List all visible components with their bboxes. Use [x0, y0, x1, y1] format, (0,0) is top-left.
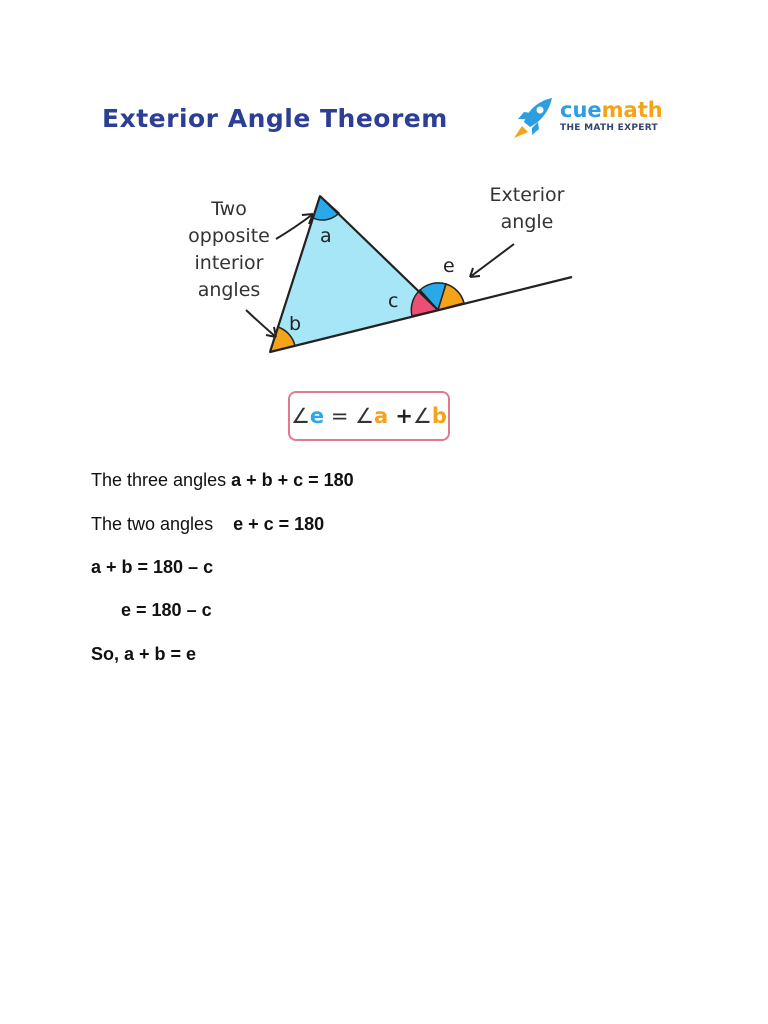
- line-2-text: The two angles: [91, 514, 234, 534]
- line-5-equation: So, a + b = e: [91, 644, 197, 664]
- text-line-4: [91, 599, 212, 621]
- formula-a: a: [373, 404, 389, 428]
- formula-b: b: [431, 404, 447, 428]
- interior-label-line-2: opposite: [188, 225, 270, 247]
- line-3-equation: a + b = 180 – c: [91, 557, 214, 577]
- logo-tagline: THE MATH EXPERT: [560, 123, 658, 133]
- exterior-label-line-1: Exterior: [489, 184, 565, 206]
- formula-plus: +: [388, 404, 414, 428]
- text-line-1: [91, 469, 354, 491]
- text-line-3: [91, 556, 213, 578]
- angle-symbol: ∠: [291, 404, 310, 428]
- interior-label-line-3: interior: [194, 252, 264, 274]
- text-line-5: [91, 643, 196, 665]
- angle-b-label: b: [289, 313, 302, 335]
- page-title: Exterior Angle Theorem: [102, 104, 448, 133]
- interior-label-line-1: Two: [211, 198, 247, 220]
- arrow-to-exterior-angle: [470, 244, 514, 277]
- logo-brand-math: math: [601, 98, 663, 122]
- angle-a-label: a: [320, 225, 332, 247]
- angle-e-label: e: [443, 255, 455, 277]
- angle-c-label: c: [388, 290, 399, 312]
- line-1-equation: a + b + c = 180: [231, 470, 354, 490]
- exterior-label-line-2: angle: [500, 211, 554, 233]
- formula-box: [288, 391, 450, 441]
- interior-label-line-4: angles: [197, 279, 261, 301]
- line-4-text: [91, 600, 121, 620]
- line-4-equation: e = 180 – c: [121, 600, 212, 620]
- arrow-to-angle-b: [246, 310, 276, 337]
- angle-symbol-2: ∠: [413, 404, 432, 428]
- line-2-equation: e + c = 180: [233, 514, 325, 534]
- triangle-diagram: [0, 0, 768, 380]
- logo-brand-cue: cue: [560, 98, 602, 122]
- line-1-text: The three angles: [91, 470, 232, 490]
- text-line-2: [91, 513, 324, 535]
- formula-e: e: [309, 404, 325, 428]
- formula-equals: = ∠: [324, 404, 374, 428]
